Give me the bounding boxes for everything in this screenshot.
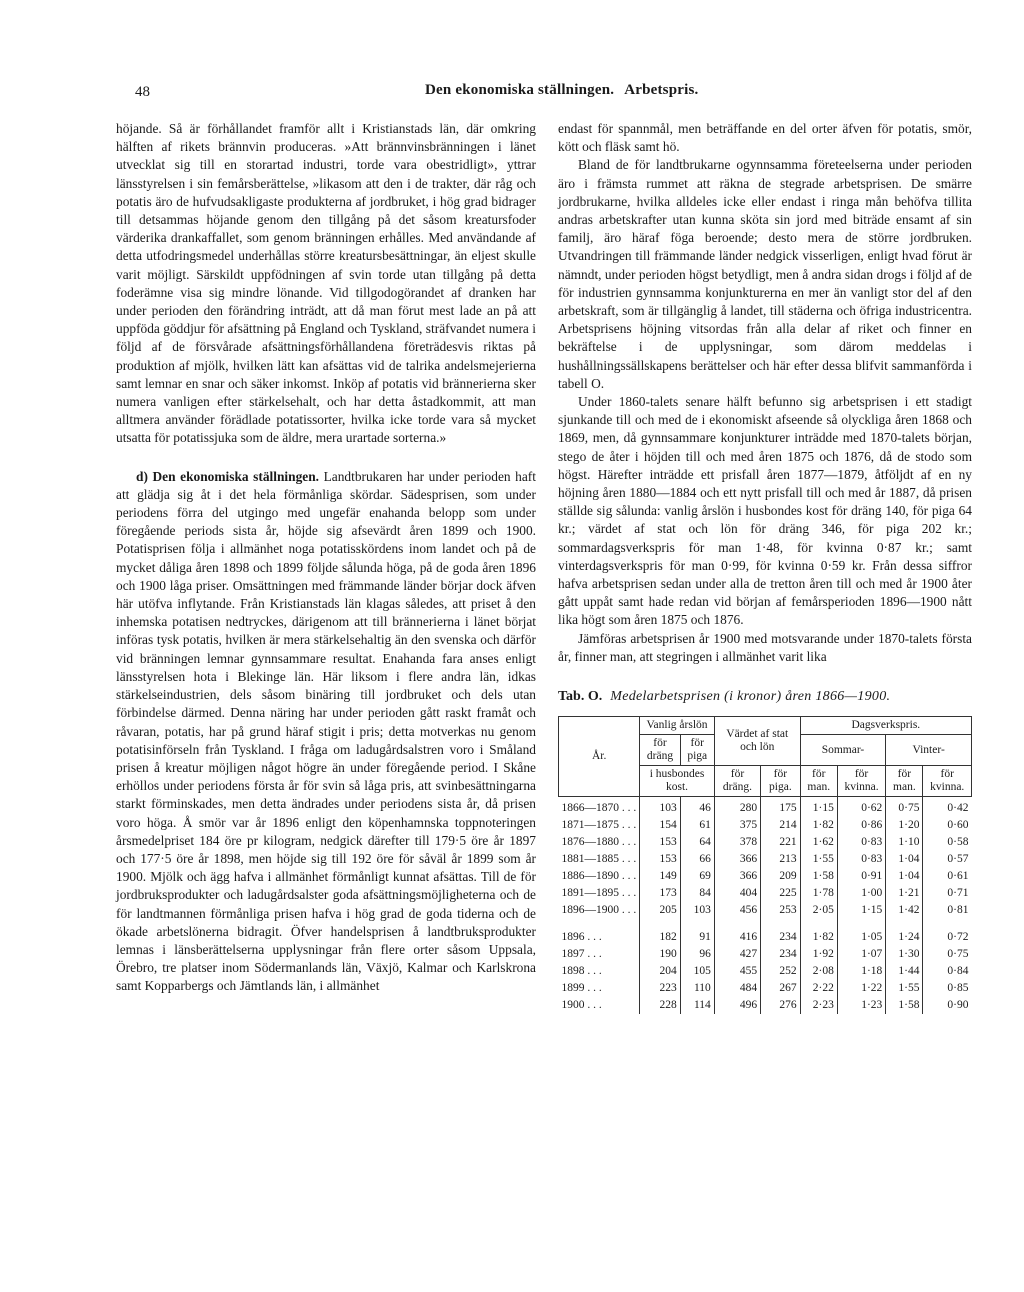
table-cell: 1·20: [886, 817, 923, 834]
table-cell: 173: [640, 885, 680, 902]
right-paragraph-4: Jämföras arbetsprisen år 1900 med motsvarande under 1870-talets första år, finner man, att stegringen i allmänhet varit lika: [558, 630, 972, 664]
table-cell: 0·61: [923, 868, 972, 885]
table-cell: 204: [640, 963, 680, 980]
table-cell: 1·05: [837, 919, 885, 946]
table-cell: 149: [640, 868, 680, 885]
table-cell: 153: [640, 834, 680, 851]
table-cell: 252: [761, 963, 801, 980]
table-cell: 1·07: [837, 946, 885, 963]
right-paragraph-2: Bland de för landtbrukarne ogynnsamma företeelserna under perioden äro i främsta rummet att räkna de stegrade arbetsprisen. De smärre jordbrukarne, hvilka alldeles icke eller endast i ringa mån behöfva tillita andras arbetskrafter utan kunna sköta sin jord med biträde ensamt af sin familj, äro häraf föga beroende; desto mera de större jordbruken. Utvandringen till främmande länder nedgick visserligen, enligt hvad förut är nämndt, under perioden högst betydligt, men å andra sidan drogs i följd af de för industrien gynnsamma konjunkturerna en mer än vanligt stor del af den arbetskraft, som är tillgänglig å landet, till städerna och öfriga industricentra. Arbetsprisens höjning vitsordas från alla delar af riket och finner en bekräftelse i de upplysningar, som därom meddelas i hushållningssällskapens berättelser och här efter dessa blifvit sammanförda i tabell O.: [558, 157, 972, 391]
table-cell: 2·05: [800, 902, 837, 919]
table-cell: 0·84: [923, 963, 972, 980]
section-heading: d) Den ekonomiska ställningen.: [136, 468, 320, 484]
table-row: [559, 919, 972, 946]
table-cell: 61: [680, 817, 714, 834]
table-cell: 1·58: [800, 868, 837, 885]
col-header-dagsverkspris: Dagsverkspris.: [800, 717, 971, 735]
table-body-periods: [559, 797, 972, 920]
table-cell: 110: [680, 980, 714, 997]
row-year: 1900 . . .: [561, 999, 602, 1012]
row-year: 1896—1900 . . .: [561, 904, 637, 917]
row-year: 1881—1885 . . .: [561, 853, 637, 866]
left-paragraph-2-text: Landtbrukaren har under perioden haft att glädja sig åt i det hela förmånliga skördar. Sädesprisen, som under periodens förra del utgingo med ungefär enahanda belopp som under föregående periods sista år, höjde sig afsevärdt åren 1899 och 1900. Potatisprisen följa i allmänhet noga potatisskördens inom landet och på de mycket dåliga åren 1898 och 1899 följde sålunda höga, på de goda åren 1896 och 1900 låga priser. Omsättningen med främmande länder börjar dock äfven här utöfva inflytande. Från Kristianstads län klagas således, att priset å den inhemska potatisen nedtryckes, därigenom att till brännerierna i länet börjat införas tysk potatis, hvilken är mera stärkelsehaltig än den svenska och därför vid bränningen lemnar gynnsammare resultat. Enahanda fara anses enligt länsstyrelsen hota i Blekinge län. Här liksom i flere andra län, idkas stärkelseindustrien, dels såsom binäring till jordbruket och dels utan förbindelse därmed. Denna näring har under perioden gått raskt framåt och råvaran, potatis, har på grund häraf stigit i pris; detta motverkas nu genom potatisinförseln från Tyskland. I fråga om ladugårdsalstren voro i Småland prisen å kreatur möjligen något högre än under föregående period. I Skåne erhöllos under periodens första år för svin så låga pris, att svinbesättningarna starkt förminskades, men detta ändrades under periodens sista år, då prisen voro höga. Å smör var år 1896 enligt den köpenhamnska toppnoteringen årsmedelpriset 184 öre pr kilogram, nedgick därefter till 179·5 öre år 1897 och 177·5 öre år 1898, men höjde sig till 192 öre för såväl år 1899 som år 1900. Mjölk och ägg hafva i allmänhet förmånligt kunnat afsättas. Till de för jordbruksprodukter och ladugårdsalster goda afsättningsmöjligheterna och de för landtmannen förmånliga prisen hafva i hög grad de goda tiderna och de ökade arbetslönerna bidragit. Öfver handelsprisen å landtbruksprodukter lemnas i länsberättelserna upplysningar från flere orter såsom Uppsala, Örebro, tre platser inom Södermanlands län, Växjö, Kalmar och Karlskrona samt Kopparbergs och Jämtlands län, i allmänhet: [116, 468, 536, 994]
table-cell: 276: [761, 997, 801, 1014]
table-cell: 280: [714, 797, 760, 818]
table-cell: 1·78: [800, 885, 837, 902]
table-cell: 1·10: [886, 834, 923, 851]
table-cell: 69: [680, 868, 714, 885]
running-head: [425, 82, 698, 99]
row-year: 1866—1870 . . .: [561, 802, 637, 815]
table-cell: 484: [714, 980, 760, 997]
col-header-sommar-man: för man.: [800, 766, 837, 797]
table-body-years: [559, 919, 972, 1014]
table-cell: 214: [761, 817, 801, 834]
table-cell: 375: [714, 817, 760, 834]
row-year: 1891—1895 . . .: [561, 887, 637, 900]
table-cell: 1·04: [886, 868, 923, 885]
table-cell: 2·23: [800, 997, 837, 1014]
table-cell: 366: [714, 851, 760, 868]
table-cell: 1·15: [800, 797, 837, 818]
table-cell: 1·55: [886, 980, 923, 997]
table-row: [559, 797, 972, 818]
left-column: [116, 120, 536, 996]
table-row: [559, 868, 972, 885]
col-header-stat-piga: för piga.: [761, 766, 801, 797]
col-header-for-piga: för piga: [680, 735, 714, 766]
table-cell: 114: [680, 997, 714, 1014]
table-cell: 0·81: [923, 902, 972, 919]
table-cell: 0·91: [837, 868, 885, 885]
col-header-for-drang: för dräng: [640, 735, 680, 766]
table-cell: 234: [761, 919, 801, 946]
table-cell: 91: [680, 919, 714, 946]
table-cell: 404: [714, 885, 760, 902]
table-row: [559, 834, 972, 851]
table-cell: 1·00: [837, 885, 885, 902]
table-row: [559, 851, 972, 868]
table-cell: 0·75: [886, 797, 923, 818]
row-year: 1871—1875 . . .: [561, 819, 637, 832]
table-cell: 1·82: [800, 919, 837, 946]
row-year: 1886—1890 . . .: [561, 870, 637, 883]
row-year: 1897 . . .: [561, 948, 602, 961]
table-cell: 456: [714, 902, 760, 919]
col-header-stat-drang: för dräng.: [714, 766, 760, 797]
table-cell: 366: [714, 868, 760, 885]
table-cell: 182: [640, 919, 680, 946]
table-cell: 46: [680, 797, 714, 818]
row-year: 1899 . . .: [561, 982, 602, 995]
table-label: Tab. O.: [558, 689, 603, 705]
table-cell: 105: [680, 963, 714, 980]
table-cell: 0·62: [837, 797, 885, 818]
col-header-i-husbondes-kost: i husbondes kost.: [640, 766, 715, 797]
table-cell: 103: [680, 902, 714, 919]
wage-table: [558, 716, 972, 1014]
table-row: [559, 902, 972, 919]
col-header-year: År.: [559, 717, 640, 797]
table-cell: 1·22: [837, 980, 885, 997]
table-cell: 0·57: [923, 851, 972, 868]
table-caption: [558, 688, 972, 706]
table-cell: 0·90: [923, 997, 972, 1014]
row-year: 1876—1880 . . .: [561, 836, 637, 849]
table-cell: 1·55: [800, 851, 837, 868]
table-row: [559, 997, 972, 1014]
table-cell: 267: [761, 980, 801, 997]
table-row: [559, 885, 972, 902]
table-cell: 1·82: [800, 817, 837, 834]
table-row: [559, 980, 972, 997]
table-cell: 205: [640, 902, 680, 919]
table-cell: 175: [761, 797, 801, 818]
table-cell: 1·42: [886, 902, 923, 919]
table-cell: 455: [714, 963, 760, 980]
table-cell: 1·92: [800, 946, 837, 963]
table-cell: 2·08: [800, 963, 837, 980]
table-cell: 213: [761, 851, 801, 868]
table-cell: 234: [761, 946, 801, 963]
table-cell: 66: [680, 851, 714, 868]
col-header-sommar: Sommar-: [800, 735, 886, 766]
table-cell: 1·23: [837, 997, 885, 1014]
running-head-subsection: Arbetspris.: [624, 82, 699, 98]
row-year: 1898 . . .: [561, 965, 602, 978]
page-number: 48: [135, 84, 150, 100]
right-column: [558, 120, 972, 1014]
table-cell: 225: [761, 885, 801, 902]
right-paragraph-3: Under 1860-talets senare hälft befunno sig arbetsprisen i ett stadigt sjunkande till och med de i ekonomiskt afseende så olyckliga åren 1868 och 1869, men, då gynnsammare konjunkturer inträdde med 1870-talets början, stego de åter i höjden till och med åren 1875 och 1876, då de stodo som högst. Härefter inträdde ett prisfall åren 1877—1879, åtföljdt af en ny höjning åren 1880—1884 och ett nytt prisfall till och med år 1887, då prisen ställde sig sålunda: vanlig årslön i husbondes kost för dräng 140, för piga 64 kr.; värdet af stat och lön för dräng 346, för piga 202 kr.; sommardagsverkspris för man 1·48, för kvinna 0·87 kr.; samt vinterdagsverkspris för man 0·99, för kvinna 0·59 kr. Från dessa siffror hafva arbetsprisen sedan under alla de tretton åren till och med år 1900 åter gått uppåt samt hade redan vid början af femårsperioden 1896—1900 nått lika högt som åren 1875 och 1876.: [558, 394, 972, 628]
table-row: [559, 946, 972, 963]
table-cell: 1·04: [886, 851, 923, 868]
col-header-vinter-man: för man.: [886, 766, 923, 797]
right-paragraph-1: endast för spannmål, men beträffande en del orter äfven för potatis, smör, kött och fläsk samt hö.: [558, 121, 972, 155]
table-cell: 153: [640, 851, 680, 868]
row-year: 1896 . . .: [561, 931, 602, 944]
left-paragraph-2: [116, 468, 536, 996]
table-cell: 228: [640, 997, 680, 1014]
table-cell: 1·30: [886, 946, 923, 963]
col-header-vinter: Vinter-: [886, 735, 972, 766]
table-cell: 1·44: [886, 963, 923, 980]
table-cell: 0·86: [837, 817, 885, 834]
table-cell: 378: [714, 834, 760, 851]
table-cell: 0·72: [923, 919, 972, 946]
col-header-vanlig-arslon: Vanlig årslön: [640, 717, 715, 735]
running-head-section: Den ekonomiska ställningen.: [425, 82, 615, 98]
table-cell: 64: [680, 834, 714, 851]
table-cell: 221: [761, 834, 801, 851]
table-row: [559, 817, 972, 834]
table-title: Medelarbetsprisen (i kronor) åren 1866—1900.: [610, 689, 891, 705]
col-header-vardet: Värdet af stat och lön: [714, 717, 800, 766]
table-cell: 1·21: [886, 885, 923, 902]
table-cell: 1·15: [837, 902, 885, 919]
table-cell: 154: [640, 817, 680, 834]
table-cell: 96: [680, 946, 714, 963]
table-cell: 103: [640, 797, 680, 818]
table-cell: 0·75: [923, 946, 972, 963]
table-cell: 190: [640, 946, 680, 963]
table-cell: 1·18: [837, 963, 885, 980]
table-cell: 0·58: [923, 834, 972, 851]
table-cell: 1·58: [886, 997, 923, 1014]
table-cell: 0·83: [837, 851, 885, 868]
table-cell: 0·71: [923, 885, 972, 902]
col-header-sommar-kvinna: för kvinna.: [837, 766, 885, 797]
table-cell: 1·62: [800, 834, 837, 851]
table-cell: 223: [640, 980, 680, 997]
table-cell: 496: [714, 997, 760, 1014]
table-cell: 209: [761, 868, 801, 885]
left-paragraph-1: höjande. Så är förhållandet framför allt i Kristianstads län, där omkring hälften af rikets brännvin produceras. »Att brännvinsbränningen i länet utvecklat sig till en storartad industri, torde vara obestridligt», yttrar länsstyrelsen i sin femårsberättelse, »likasom att den i de trakter, där råg och potatis äro de hufvudsakligaste produkterna af jordbruket, i hög grad bidrager till detsammas höjande genom den tillgång på det såsom kreatursfoder värderika drankaffallet, som genom bränningen erhålles. Med användande af detta utfodringsmedel underhållas större kreatursbesättningar, än eljest skulle varit möjligt. Särskildt uppfödningen af svin torde utan tillgång på detta foderämne visa sig mindre lönande. Vid tillgodogörandet af dranken har under perioden den förändring inträdt, att då man förut mest lade an på att uppföda göddjur för afsättning på England och Tyskland, sträfvandet numera i följd af de försvårade afsättningsförhållandena företrädesvis riktas på produktion af mjölk, hvilken lätt kan afsättas vid de talrika andelsmejerierna samt lemnar en snar och säker inkomst. Inköp af potatis vid brännerierna sker numera vanligen efter stärkelsehalt, och har detta åstadkommit, att man alltmera använder förädlade potatissorter, hvilka icke torde vara så mycket utsatta för potatissjuka som de äldre, mera urartade sorterna.»: [116, 121, 536, 446]
table-cell: 0·60: [923, 817, 972, 834]
col-header-vinter-kvinna: för kvinna.: [923, 766, 972, 797]
table-cell: 253: [761, 902, 801, 919]
table-cell: 2·22: [800, 980, 837, 997]
table-row: [559, 963, 972, 980]
table-cell: 84: [680, 885, 714, 902]
table-cell: 0·83: [837, 834, 885, 851]
table-cell: 427: [714, 946, 760, 963]
table-cell: 0·85: [923, 980, 972, 997]
table-cell: 1·24: [886, 919, 923, 946]
table-cell: 416: [714, 919, 760, 946]
section-gap: [116, 448, 536, 468]
table-cell: 0·42: [923, 797, 972, 818]
